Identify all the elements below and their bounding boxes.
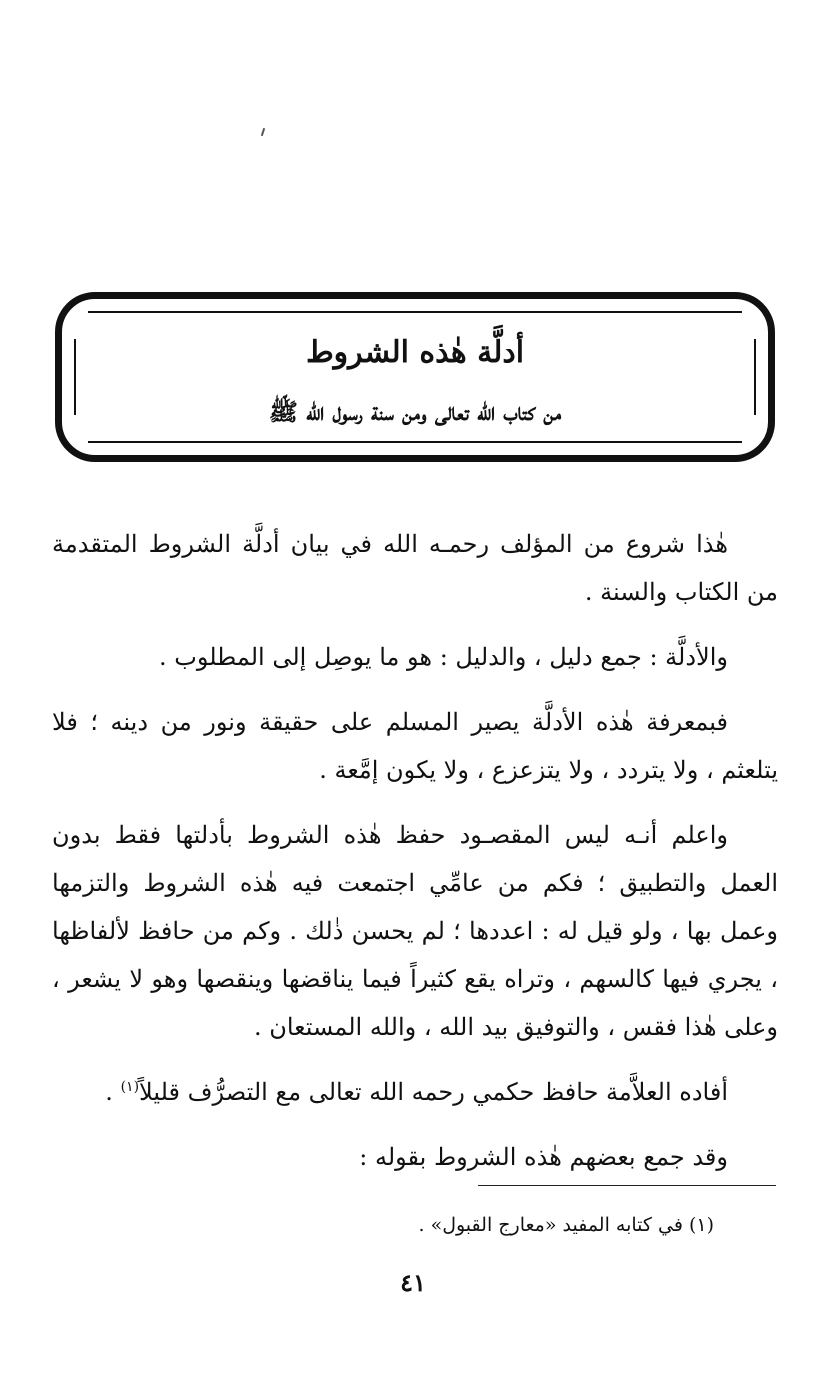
page-number: ٤١ <box>400 1268 426 1297</box>
paragraph-attribution <box>52 1068 778 1116</box>
body-text <box>52 520 778 1198</box>
frame-inner-bottom-rule <box>88 441 742 443</box>
footnote-reference: (١) <box>120 1079 140 1095</box>
paragraph-application: واعلم أنـه ليس المقصـود حفظ هٰذه الشروط بأدلتها فقط بدون العمل والتطبيق ؛ فكم من عامِّي اجتمعت فيه هٰذه الشروط والتزمها وعمل بها ، ولو قيل له : اعددها ؛ لم يحسن ذٰلك . وكم من حافظ لألفاظها ، يجري فيها كالسهم ، وتراه يقع كثيراً فيما يناقضها وينقصها وهو لا يشعر ، وعلى هٰذا فقس ، والتوفيق بيد الله ، والله المستعان . <box>52 821 778 1041</box>
stray-ink-mark <box>261 128 265 136</box>
section-subtitle: من كتاب الله تعالى ومن سنة رسول الله ﷺ <box>268 397 562 426</box>
footnote-separator <box>478 1185 776 1186</box>
paragraph-intro: هٰذا شروع من المؤلف رحمـه الله في بيان أدلَّة الشروط المتقدمة من الكتاب والسنة . <box>52 530 778 606</box>
section-title: أدلَّة هٰذه الشروط <box>305 335 525 370</box>
paragraph-closing: وقد جمع بعضهم هٰذه الشروط بقوله : <box>359 1143 728 1171</box>
attribution-end: . <box>105 1078 121 1106</box>
paragraph-benefit: فبمعرفة هٰذه الأدلَّة يصير المسلم على حقيقة ونور من دينه ؛ فلا يتلعثم ، ولا يتردد ، ولا يتزعزع ، ولا يكون إمَّعة . <box>52 708 778 784</box>
footnote: (١) في كتابه المفيد «معارج القبول» . <box>418 1214 714 1236</box>
attribution-text: أفاده العلاَّمة حافظ حكمي رحمه الله تعالى مع التصرُّف قليلاً <box>139 1078 728 1106</box>
paragraph-definition: والأدلَّة : جمع دليل ، والدليل : هو ما يوصِل إلى المطلوب . <box>158 643 728 671</box>
frame-inner-top-rule <box>88 311 742 313</box>
title-frame <box>55 292 775 462</box>
